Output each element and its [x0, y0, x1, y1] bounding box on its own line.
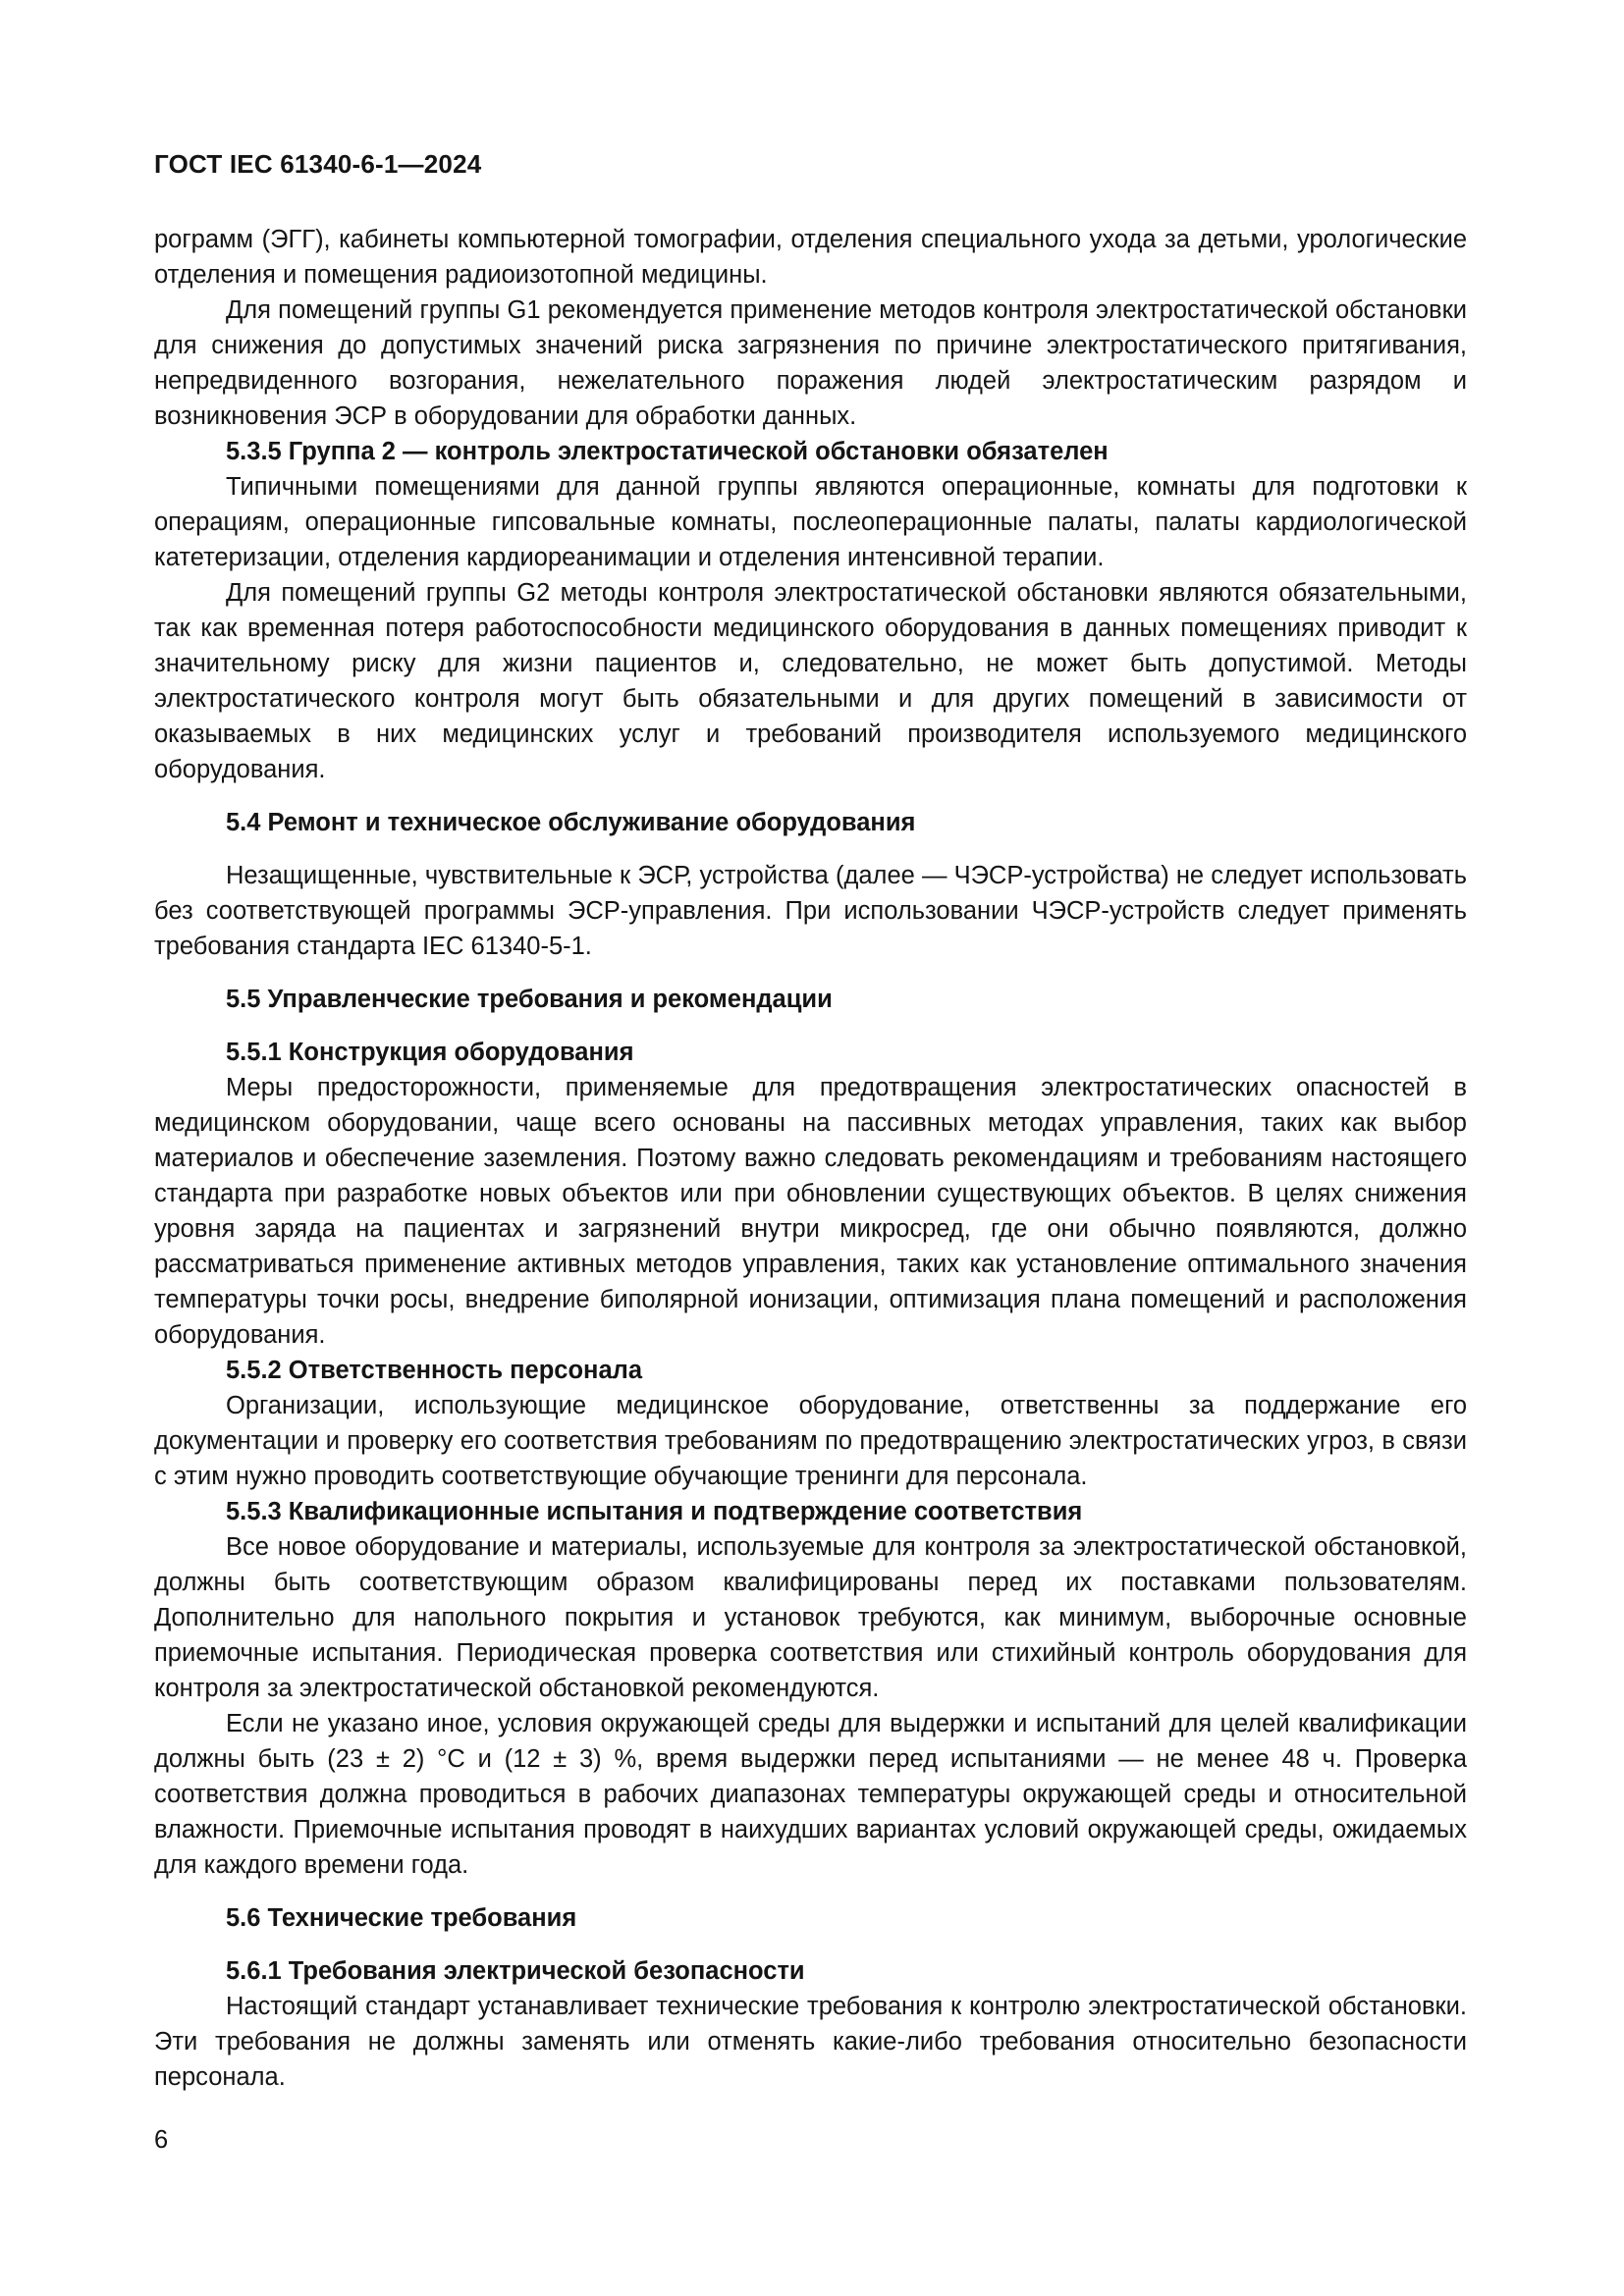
heading-5-5-1: 5.5.1 Конструкция оборудования: [226, 1039, 634, 1066]
paragraph-5-6-1: Настоящий стандарт устанавливает технические требования к контролю электростатической обстановки. Эти требования не должны заменять или отменять какие-либо требования относительно безопасности персонала.: [154, 1993, 1467, 2091]
document-header: ГОСТ IEC 61340-6-1—2024: [154, 149, 482, 179]
paragraph-group-g1: Для помещений группы G1 рекомендуется применение методов контроля электростатической обстановки для снижения до допустимых значений риска загрязнения по причине электростатического притягивания, непредвиденного возгорания, нежелательного поражения людей электростатическим разрядом и возникновения ЭСР в оборудовании для обработки данных.: [154, 296, 1467, 430]
heading-5-5-2: 5.5.2 Ответственность персонала: [226, 1357, 643, 1384]
page-number: 6: [154, 2126, 169, 2154]
paragraph-5-5-3-conditions: Если не указано иное, условия окружающей среды для выдержки и испытаний для целей квалификации должны быть (23 ± 2) °С и (12 ± 3) %, время выдержки перед испытаниями — не менее 48 ч. Проверка соответствия должна проводиться в рабочих диапазонах температуры окружающей среды и относительной влажности. Приемочные испытания проводят в наихудших вариантах условий окружающей среды, ожидаемых для каждого времени года.: [154, 1710, 1467, 1879]
heading-5-6-1: 5.6.1 Требования электрической безопасности: [226, 1957, 805, 1985]
paragraph-5-4: Незащищенные, чувствительные к ЭСР, устройства (далее — ЧЭСР-устройства) не следует использовать без соответствующей программы ЭСР-управления. При использовании ЧЭСР-устройств следует применять требования стандарта IEC 61340-5-1.: [154, 862, 1467, 960]
heading-5-4: 5.4 Ремонт и техническое обслуживание оборудования: [226, 809, 916, 836]
paragraph-5-3-5-group-g2: Для помещений группы G2 методы контроля электростатической обстановки являются обязательными, так как временная потеря работоспособности медицинского оборудования в данных помещениях приводит к значительному риску для жизни пациентов и, следовательно, не может быть допустимой. Методы электростатического контроля могут быть обязательными и для других помещений в зависимости от оказываемых в них медицинских услуг и требований производителя используемого медицинского оборудования.: [154, 579, 1467, 783]
heading-5-5: 5.5 Управленческие требования и рекомендации: [226, 986, 833, 1013]
paragraph-5-3-5-rooms: Типичными помещениями для данной группы являются операционные, комнаты для подготовки к операциям, операционные гипсовальные комнаты, послеоперационные палаты, палаты кардиологической катетеризации, отделения кардиореанимации и отделения интенсивной терапии.: [154, 473, 1467, 571]
heading-5-5-3: 5.5.3 Квалификационные испытания и подтверждение соответствия: [226, 1498, 1083, 1525]
paragraph-5-5-1: Меры предосторожности, применяемые для предотвращения электростатических опасностей в медицинском оборудовании, чаще всего основаны на пассивных методах управления, таких как выбор материалов и обеспечение заземления. Поэтому важно следовать рекомендациям и требованиям настоящего стандарта при разработке новых объектов или при обновлении существующих объектов. В целях снижения уровня заряда на пациентах и загрязнений внутри микросред, где они обычно появляются, должно рассматриваться применение активных методов управления, таких как установление оптимального значения температуры точки росы, внедрение биполярной ионизации, оптимизация плана помещений и расположения оборудования.: [154, 1074, 1467, 1349]
paragraph-5-5-3-qualification: Все новое оборудование и материалы, используемые для контроля за электростатической обстановкой, должны быть соответствующим образом квалифицированы перед их поставками пользователям. Дополнительно для напольного покрытия и установок требуются, как минимум, выборочные основные приемочные испытания. Периодическая проверка соответствия или стихийный контроль оборудования для контроля за электростатической обстановкой рекомендуются.: [154, 1533, 1467, 1702]
document-body: [154, 222, 1467, 2095]
paragraph-continuation: рограмм (ЭГГ), кабинеты компьютерной томографии, отделения специального ухода за детьми, урологические отделения и помещения радиоизотопной медицины.: [154, 226, 1467, 289]
paragraph-5-5-2: Организации, использующие медицинское оборудование, ответственны за поддержание его документации и проверку его соответствия требованиям по предотвращению электростатических угроз, в связи с этим нужно проводить соответствующие обучающие тренинги для персонала.: [154, 1392, 1467, 1490]
heading-5-6: 5.6 Технические требования: [226, 1904, 577, 1932]
heading-5-3-5: 5.3.5 Группа 2 — контроль электростатической обстановки обязателен: [226, 438, 1109, 465]
